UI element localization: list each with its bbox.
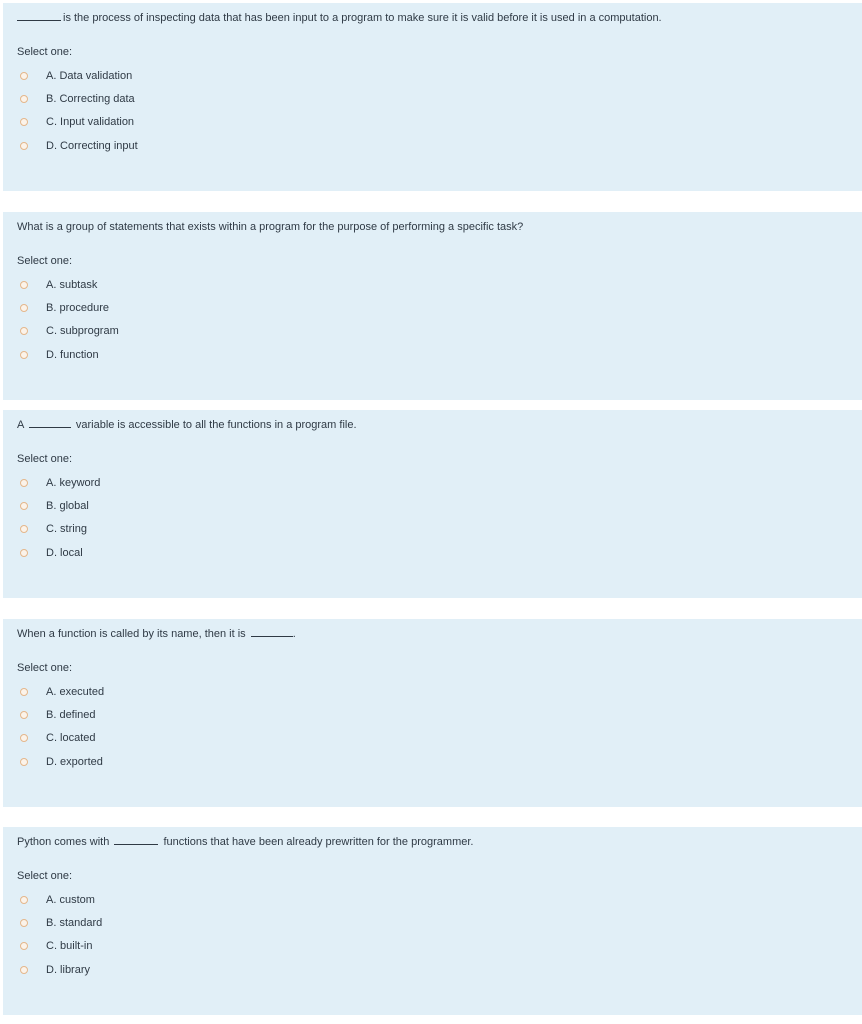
answer-blank [29, 418, 71, 428]
answer-blank [251, 627, 293, 637]
answer-options [17, 888, 102, 982]
answer-label: A. executed [46, 685, 105, 698]
answer-label: C. subprogram [46, 325, 119, 338]
answer-label: B. procedure [46, 302, 109, 315]
answer-label: C. Input validation [46, 116, 135, 129]
answer-option[interactable] [17, 494, 100, 517]
radio-button[interactable] [20, 281, 28, 289]
answer-option[interactable] [17, 134, 138, 157]
answer-option[interactable] [17, 750, 104, 773]
answer-label: A. keyword [46, 476, 101, 489]
answer-option[interactable] [17, 87, 138, 110]
answer-blank [17, 11, 61, 21]
radio-button[interactable] [20, 502, 28, 510]
answer-option[interactable] [17, 727, 104, 750]
answer-option[interactable] [17, 273, 119, 296]
radio-button[interactable] [20, 688, 28, 696]
question-text [17, 11, 662, 25]
answer-label: A. subtask [46, 278, 98, 291]
radio-button[interactable] [20, 734, 28, 742]
question-text-before: When a function is called by its name, then it is [17, 628, 246, 640]
answer-label: D. local [46, 546, 83, 559]
answer-option[interactable] [17, 958, 102, 981]
select-one-prompt: Select one: [17, 46, 73, 58]
question-card [3, 827, 862, 1015]
question-text [17, 418, 357, 432]
answer-option[interactable] [17, 680, 104, 703]
radio-button[interactable] [20, 896, 28, 904]
answer-label: B. defined [46, 709, 96, 722]
answer-blank [114, 835, 158, 845]
question-text [17, 627, 296, 641]
answer-option[interactable] [17, 911, 102, 934]
radio-button[interactable] [20, 327, 28, 335]
answer-option[interactable] [17, 296, 119, 319]
question-card [3, 3, 862, 191]
answer-option[interactable] [17, 935, 102, 958]
select-one-prompt: Select one: [17, 255, 73, 267]
answer-label: D. exported [46, 755, 103, 768]
radio-button[interactable] [20, 942, 28, 950]
answer-label: D. function [46, 348, 99, 361]
answer-options [17, 680, 104, 774]
select-one-prompt: Select one: [17, 870, 73, 882]
radio-button[interactable] [20, 351, 28, 359]
answer-label: B. global [46, 500, 89, 513]
radio-button[interactable] [20, 966, 28, 974]
radio-button[interactable] [20, 919, 28, 927]
radio-button[interactable] [20, 95, 28, 103]
question-text-after: functions that have been already prewritten for the programmer. [163, 836, 474, 848]
radio-button[interactable] [20, 304, 28, 312]
radio-button[interactable] [20, 72, 28, 80]
answer-option[interactable] [17, 471, 100, 494]
radio-button[interactable] [20, 758, 28, 766]
select-one-prompt: Select one: [17, 453, 73, 465]
question-text [17, 835, 473, 849]
question-card [3, 212, 862, 400]
question-text-before: Python comes with [17, 836, 110, 848]
radio-button[interactable] [20, 479, 28, 487]
answer-option[interactable] [17, 541, 100, 564]
radio-button[interactable] [20, 549, 28, 557]
select-one-prompt: Select one: [17, 662, 73, 674]
question-text-before: A [17, 419, 24, 431]
answer-option[interactable] [17, 64, 138, 87]
answer-label: D. Correcting input [46, 139, 138, 152]
answer-label: C. located [46, 732, 96, 745]
answer-options [17, 471, 100, 565]
radio-button[interactable] [20, 711, 28, 719]
answer-label: B. standard [46, 917, 103, 930]
answer-options [17, 64, 138, 158]
question-text-before: What is a group of statements that exists within a program for the purpose of performing a specific task? [17, 221, 524, 233]
question-text-after: is the process of inspecting data that has been input to a program to make sure it is valid before it is used in a computation. [63, 12, 662, 24]
question-card [3, 619, 862, 807]
radio-button[interactable] [20, 525, 28, 533]
answer-options [17, 273, 119, 367]
answer-label: B. Correcting data [46, 93, 135, 106]
answer-label: C. built-in [46, 940, 93, 953]
question-text [17, 220, 523, 234]
answer-option[interactable] [17, 518, 100, 541]
answer-option[interactable] [17, 888, 102, 911]
answer-option[interactable] [17, 320, 119, 343]
answer-label: D. library [46, 963, 91, 976]
answer-label: C. string [46, 523, 87, 536]
radio-button[interactable] [20, 142, 28, 150]
answer-label: A. custom [46, 893, 95, 906]
answer-option[interactable] [17, 111, 138, 134]
answer-option[interactable] [17, 343, 119, 366]
question-text-after: variable is accessible to all the functions in a program file. [75, 419, 357, 431]
question-card [3, 410, 862, 598]
question-text-after: . [292, 628, 296, 640]
radio-button[interactable] [20, 118, 28, 126]
answer-option[interactable] [17, 703, 104, 726]
answer-label: A. Data validation [46, 69, 133, 82]
